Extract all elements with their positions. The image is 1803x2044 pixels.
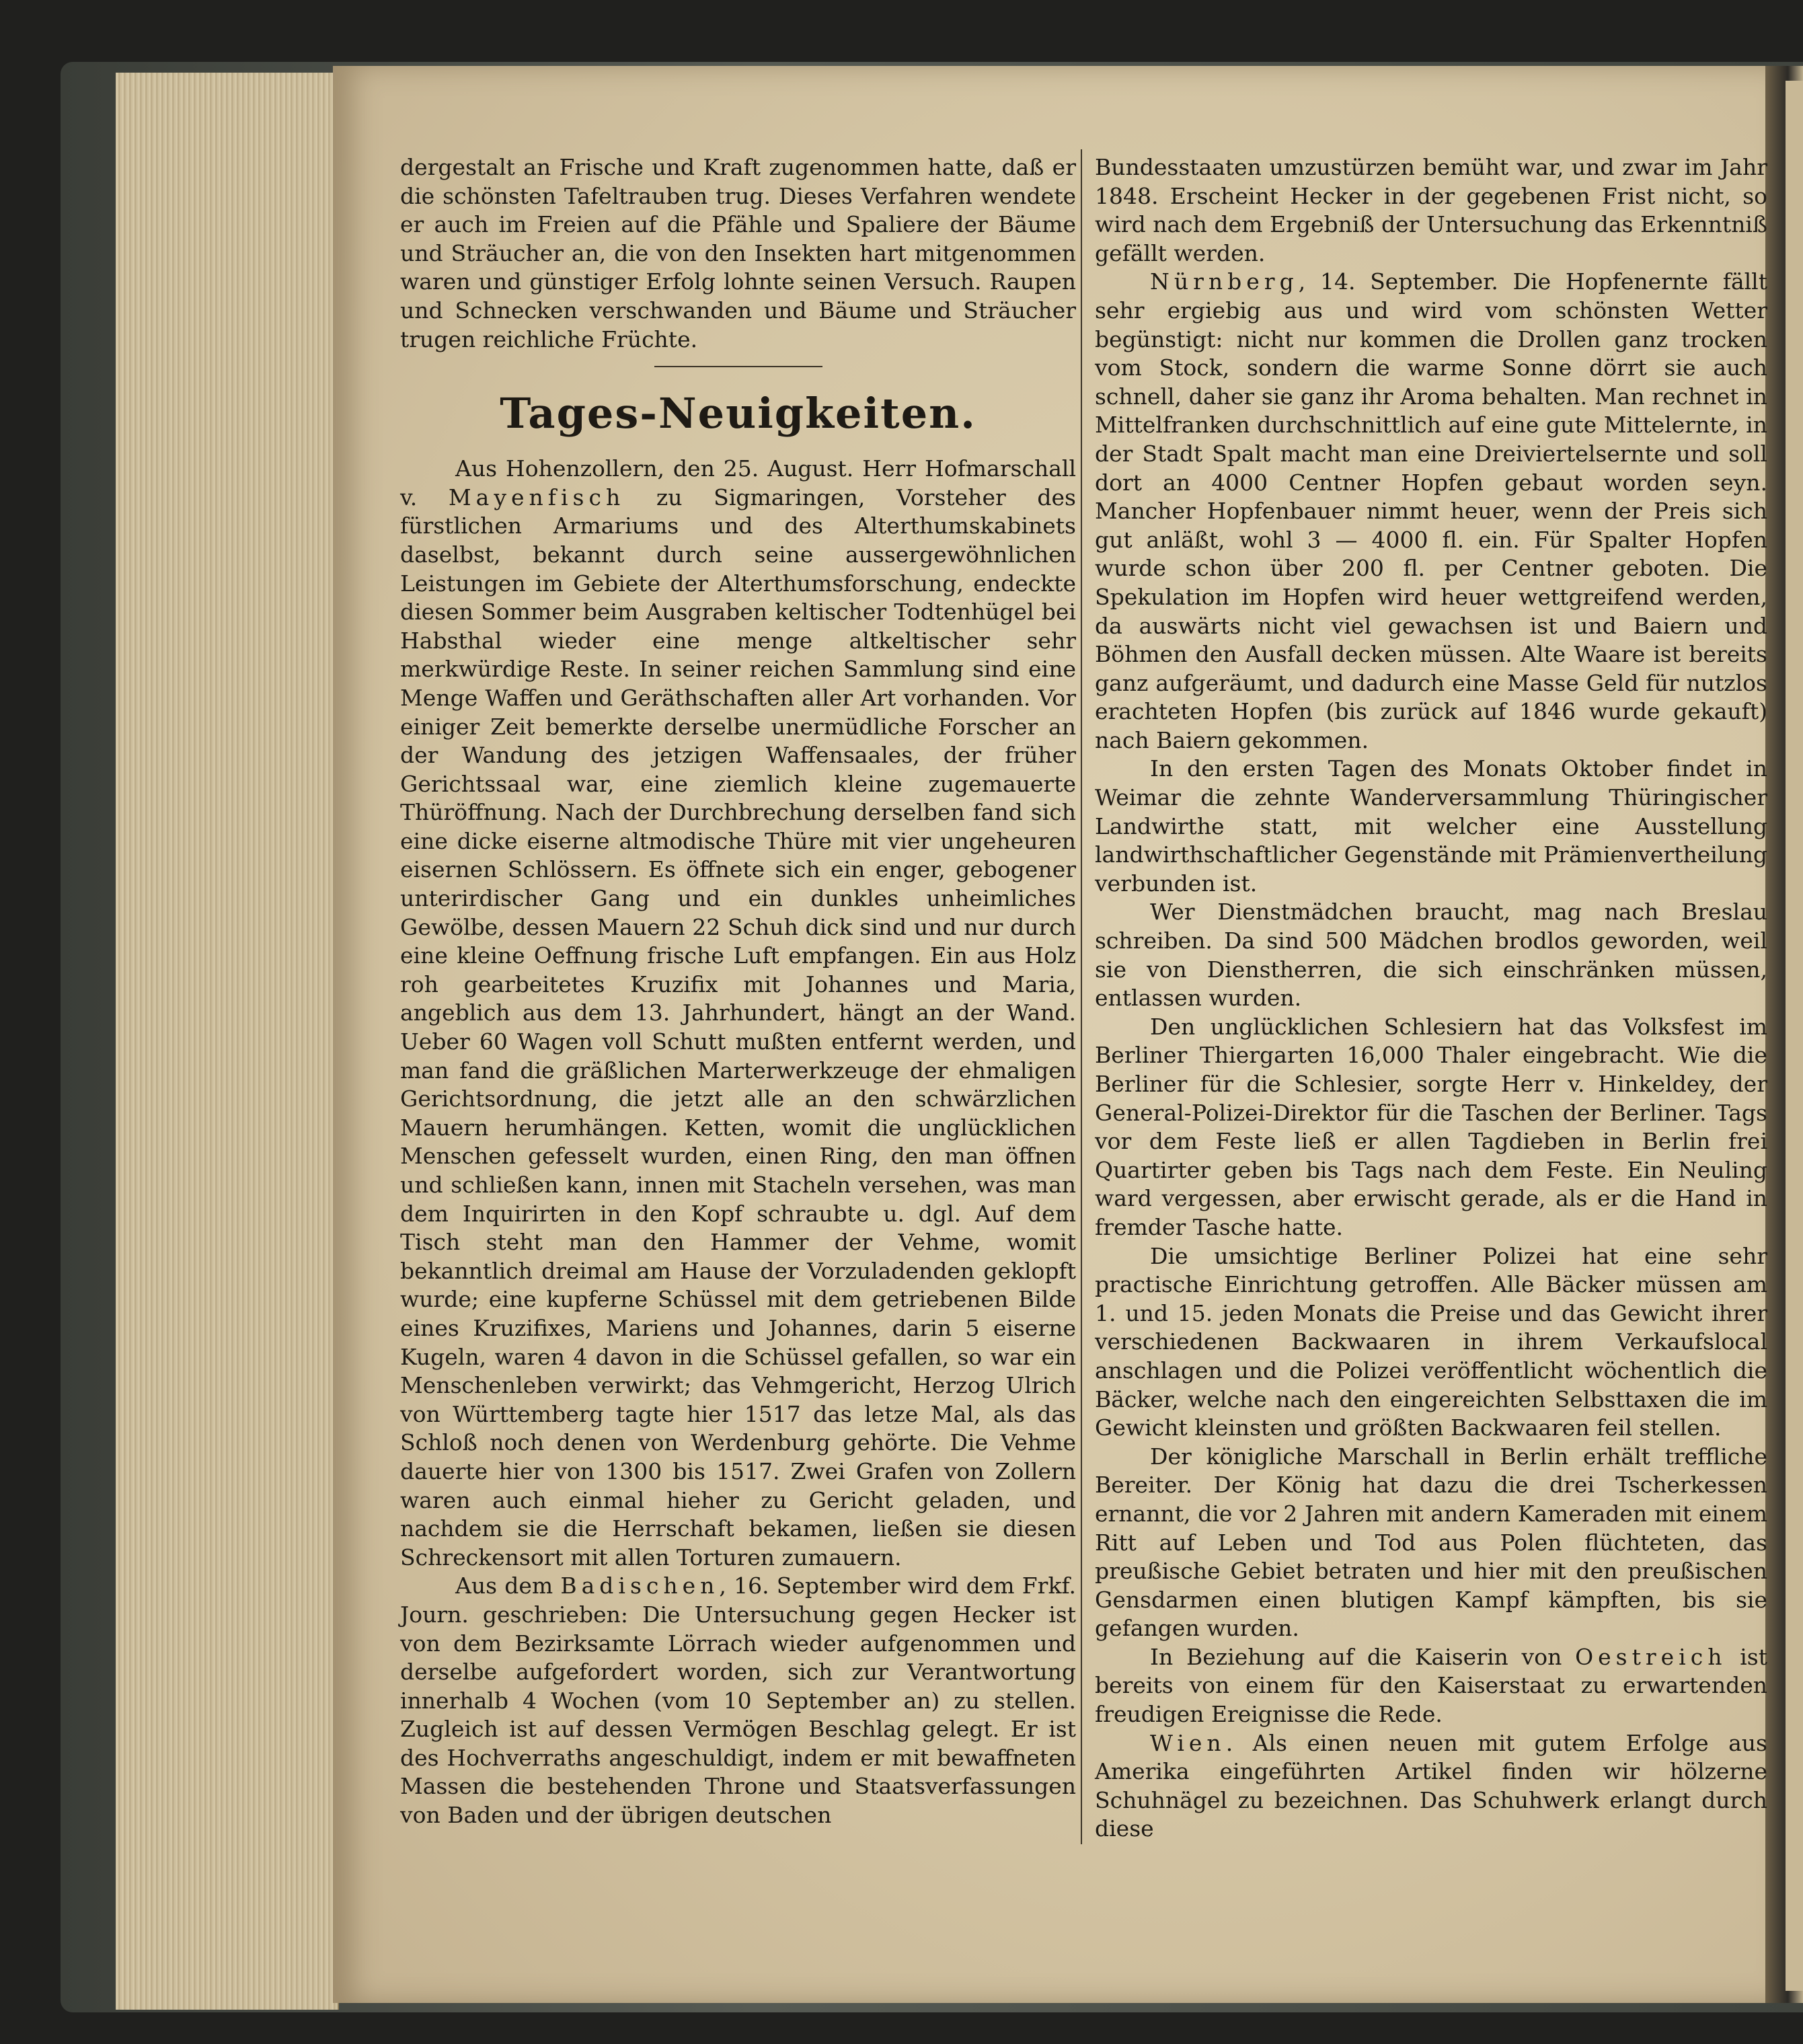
article-kaiserin-body: ist bereits von einem für den Kaiserstaat zu erwartenden freudigen Ereignisse die Rede. [1095,1643,1767,1728]
article-weimar: In den ersten Tagen des Monats Oktober findet in Weimar die zehnte Wanderversammlung Thüringischer Landwirthe statt, mit welcher eine Ausstellung landwirthschaftlicher Gegenstände mit Prämienvertheilung verbunden ist. [1095,755,1767,897]
article-kaiserin-lead: In Beziehung auf die Kaiserin von [1150,1643,1576,1670]
article-marschall: Der königliche Marschall in Berlin erhält treffliche Bereiter. Der König hat dazu die drei Tscherkessen ernannt, die vor 2 Jahren mit andern Kameraden mit einem Ritt auf Leben und Tod aus Polen flüchteten, das preußische Gebiet betraten und hier mit den preußischen Gensdarmen einen blutigen Kampf kämpften, bis sie gefangen wurden. [1095,1443,1767,1642]
article-hohenzollern-lead: Aus Hohenzollern, den 25. August. Herr Hofmarschall v. [400,455,1076,510]
paragraph-intro: dergestalt an Frische und Kraft zugenommen hatte, daß er die schönsten Tafeltrauben trug. Dieses Verfahren wendete er auch im Freien auf die Pfähle und Spaliere der Bäume und Sträucher an, die von den Insekten hart mitgenommen waren und günstiger Erfolg lohnte seinen Versuch. Raupen und Schnecken verschwanden und Bäume und Sträucher trugen reichliche Früchte. [400,154,1076,352]
place-badischen: Badischen [560,1573,720,1599]
article-breslau: Wer Dienstmädchen braucht, mag nach Breslau schreiben. Da sind 500 Mädchen brodlos geworden, weil sie von Dienstherren, die sich einschränken müssen, entlassen wurden. [1095,899,1767,1012]
article-nuernberg [1095,268,1767,755]
place-oestreich: Oestreich [1575,1643,1727,1670]
page-block-edges [116,73,339,2010]
column-divider [1081,149,1082,1844]
name-mayenfisch: Mayenfisch [448,484,625,510]
article-baden [400,1572,1076,1829]
article-wien-body: . Als einen neuen mit gutem Erfolge aus Amerika eingeführten Artikel finden wir hölzerne Schuhnägel zu bezeichnen. Das Schuhwerk erlangt durch diese [1095,1729,1767,1842]
article-hohenzollern-body: zu Sigmaringen, Vorsteher des fürstlichen Armariums und des Alterthumskabinets daselbst, bekannt durch seine aussergewöhnlichen Leistungen im Gebiete der Alterthumsforschung, endeckte diesen Sommer beim Ausgraben keltischer Todtenhügel bei Habsthal wieder eine menge altkeltischer sehr merkwürdige Reste. In seiner reichen Sammlung sind eine Menge Waffen und Geräthschaften aller Art vorhanden. Vor einiger Zeit bemerkte derselbe unermüdliche Forscher an der Wandung des jetzigen Waffensaales, der früher Gerichtssaal war, eine ziemlich kleine zugemauerte Thüröffnung. Nach der Durchbrechung derselben fand sich eine dicke eiserne altmodische Thüre mit vier ungeheuren eisernen Schlössern. Es öffnete sich ein enger, gebogener unterirdischer Gang und ein dunkles unheimliches Gewölbe, dessen Mauern 22 Schuh dick sind und nur durch eine kleine Oeffnung frische Luft empfangen. Ein aus Holz roh gearbeitetes Kruzifix mit Johannes und Maria, angeblich aus dem 13. Jahrhundert, hängt an der Wand. Ueber 60 Wagen voll Schutt mußten entfernt werden, und man fand die gräßlichen Marterwerkzeuge der ehmaligen Gerichtsordnung, die jetzt alle an den schwärzlichen Mauern herumhängen. Ketten, womit die unglücklichen Menschen gefesselt wurden, einen Ring, den man öffnen und schließen kann, innen mit Stacheln versehen, was man dem Inquirirten in den Kopf schraubte u. dgl. Auf dem Tisch steht man den Hammer der Vehme, womit bekanntlich dreimal am Hause der Vorzuladenden geklopft wurde; eine kupferne Schüssel mit dem getriebenen Bilde eines Kruzifixes, Mariens und Johannes, darin 5 eiserne Kugeln, waren 4 davon in die Schüssel gefallen, so war ein Menschenleben verwirkt; das Vehmgericht, Herzog Ulrich von Württemberg tagte hier 1517 das letze Mal, als das Schloß noch denen von Werdenburg gehörte. Die Vehme dauerte hier von 1300 bis 1517. Zwei Grafen von Zollern waren auch einmal hieher zu Gericht geladen, und nachdem sie die Herrschaft bekamen, ließen sie diesen Schreckensort mit allen Torturen zumauern. [400,484,1076,1570]
section-heading: Tages-Neuigkeiten. [500,389,976,439]
article-nuernberg-body: , 14. September. Die Hopfenernte fällt sehr ergiebig aus und wird vom schönsten Wetter begünstigt: nicht nur kommen die Drollen ganz trocken vom Stock, sondern die warme Sonne dörrt sie auch schnell, daher sie ganz ihr Aroma behalten. Man rechnet in Mittelfranken durchschnittlich auf eine gute Mittelernte, in der Stadt Spalt macht man eine Dreiviertelsernte und soll dort an 4000 Centner Hopfen gebaut worden seyn. Mancher Hopfenbauer nimmt heuer, wenn der Preis sich gut anläßt, wohl 3 — 4000 fl. ein. Für Spalter Hopfen wurde schon über 200 fl. per Centner geboten. Die Spekulation im Hopfen wird heuer wettgreifend werden, da auswärts nicht viel gewachsen ist und Baiern und Böhmen den Ausfall decken müssen. Alte Waare ist bereits ganz aufgeräumt, und dadurch eine Masse Geld für nutzlos erachteten Hopfen (bis zurück auf 1846 wurde gekauft) nach Baiern gekommen. [1095,268,1767,753]
place-nuernberg: Nürnberg [1150,268,1299,295]
facing-page-edge [1786,81,1803,1991]
right-column [1095,153,1767,1844]
article-wien [1095,1729,1767,1844]
article-schlesier: Den unglücklichen Schlesiern hat das Volksfest im Berliner Thiergarten 16,000 Thaler eingebracht. Wie die Berliner für die Schlesier, sorgte Herr v. Hinkeldey, der General-Polizei-Direktor für die Taschen der Berliner. Tags vor dem Feste ließ er allen Tagdieben in Berlin frei Quartirter geben bis Tags nach dem Feste. Ein Neuling ward vergessen, aber erwischt gerade, als er die Hand in fremder Tasche hatte. [1095,1013,1767,1240]
article-baden-lead: Aus dem [455,1573,561,1599]
article-hohenzollern [400,455,1076,1572]
place-wien: Wien [1150,1729,1226,1756]
left-column [400,153,1076,1830]
section-divider [654,366,822,367]
article-baden-continued: Bundesstaaten umzustürzen bemüht war, und zwar im Jahr 1848. Erscheint Hecker in der gegebenen Frist nicht, so wird nach dem Ergebniß der Untersuchung das Erkenntniß gefällt werden. [1095,154,1767,266]
article-kaiserin [1095,1643,1767,1729]
article-baden-body: , 16. September wird dem Frkf. Journ. geschrieben: Die Untersuchung gegen Hecker ist von dem Bezirksamte Lörrach wieder aufgenommen und derselbe aufgefordert worden, sich zur Verantwortung innerhalb 4 Wochen (vom 10 September an) zu stellen. Zugleich ist auf dessen Vermögen Beschlag gelegt. Er ist des Hochverraths angeschuldigt, indem er mit bewaffneten Massen die bestehenden Throne und Staatsverfassungen von Baden und der übrigen deutschen [400,1573,1076,1829]
article-polizei: Die umsichtige Berliner Polizei hat eine sehr practische Einrichtung getroffen. Alle Bäcker müssen am 1. und 15. jeden Monats die Preise und das Gewicht ihrer verschiedenen Backwaaren in ihrem Verkaufslocal anschlagen und die Polizei veröffentlicht wöchentlich die Bäcker, welche nach den eingereichten Selbsttaxen die im Gewicht kleinsten und größten Backwaaren feil stellen. [1095,1242,1767,1441]
